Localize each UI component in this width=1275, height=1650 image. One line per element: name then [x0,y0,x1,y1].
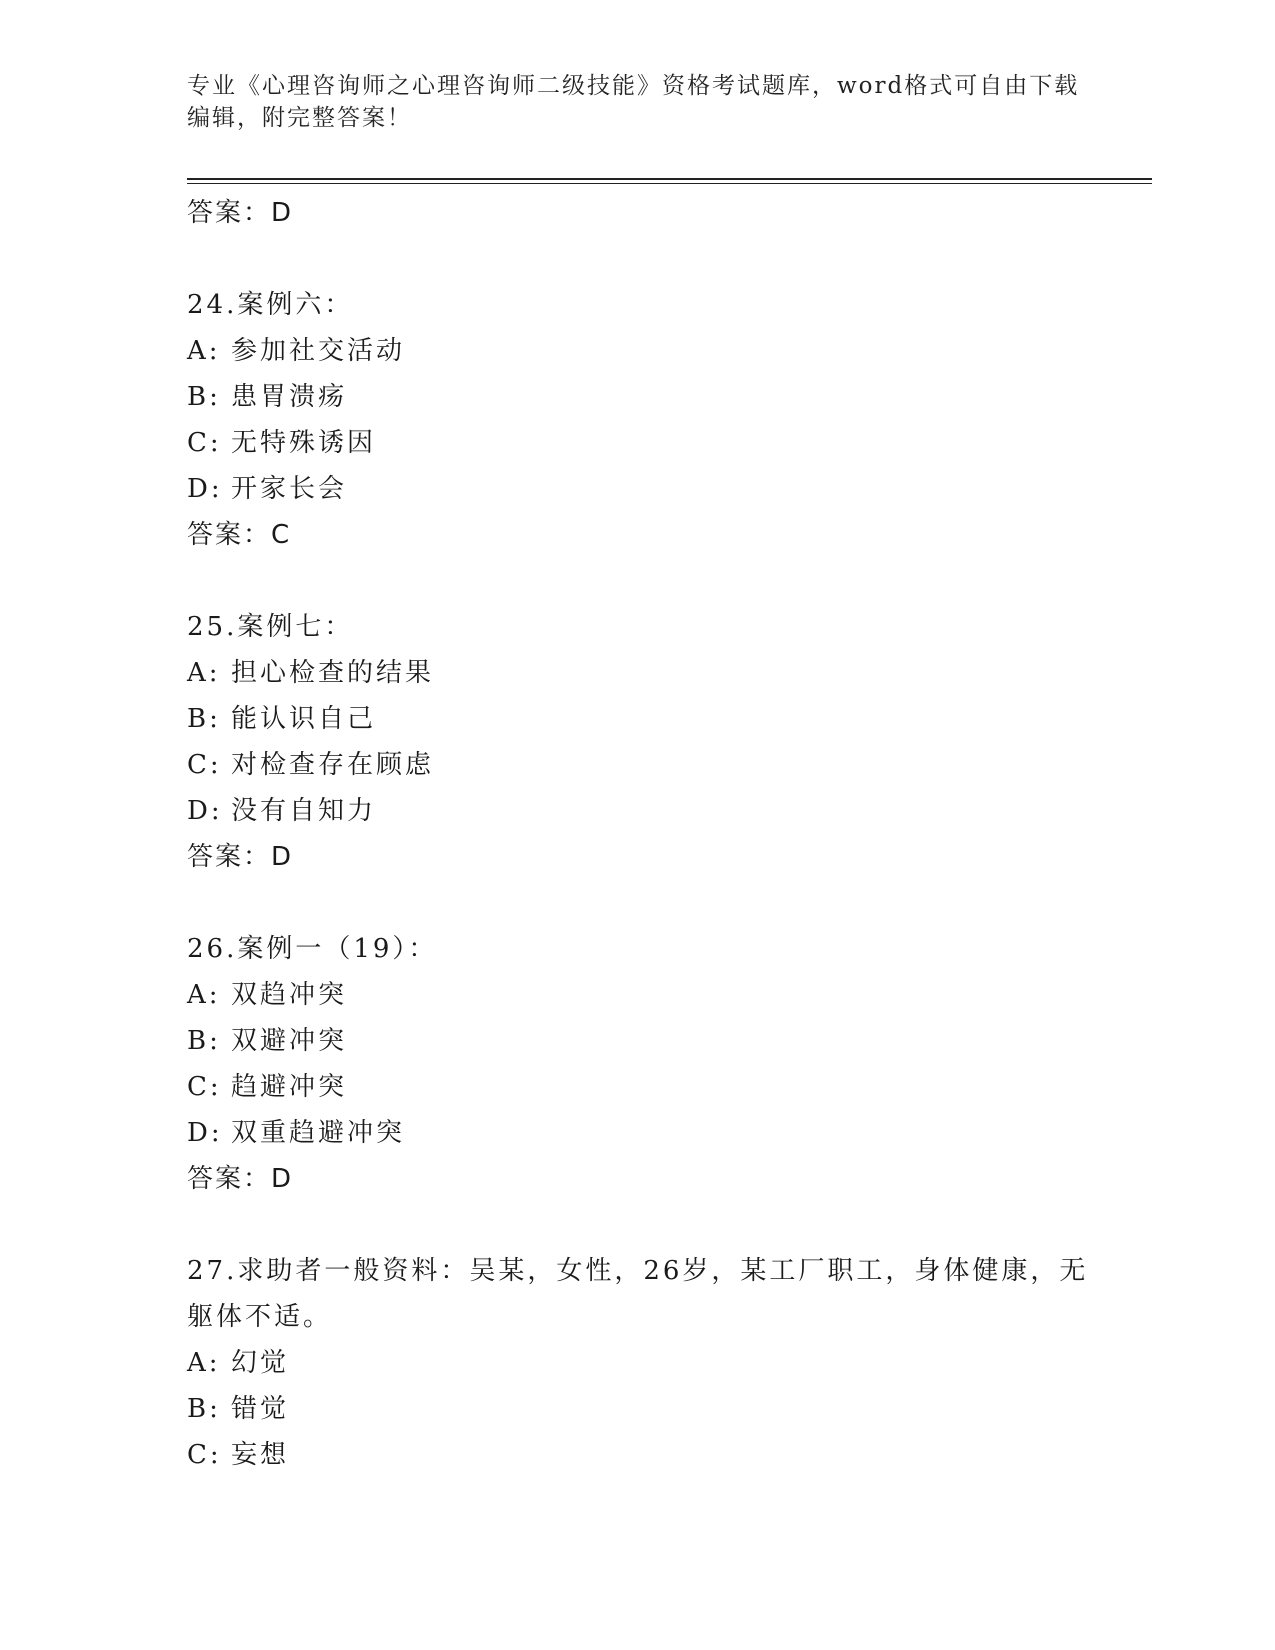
header-rule-thin [187,183,1152,184]
question-stem: 24.案例六： [187,290,354,320]
option-letter: D: [187,1118,223,1148]
option-text: 能认识自己 [231,704,377,734]
question-stem: 25.案例七： [187,612,354,642]
option-b [187,696,1087,742]
option-letter: A: [187,658,221,688]
option-text: 患胃溃疡 [231,382,348,412]
header-line-1: 专业《心理咨询师之心理咨询师二级技能》资格考试题库，word格式可自由下载 [187,73,1080,99]
option-d [187,788,1087,834]
option-text: 错觉 [231,1394,290,1424]
option-letter: C: [187,1440,222,1470]
answer-line: 答案：D [187,842,294,872]
option-a [187,1340,1087,1386]
option-letter: D: [187,796,223,826]
option-text: 双重趋避冲突 [231,1118,406,1148]
option-text: 趋避冲突 [231,1072,348,1102]
option-a [187,972,1087,1018]
option-letter: C: [187,1072,222,1102]
option-letter: C: [187,750,222,780]
option-text: 双避冲突 [231,1026,348,1056]
option-letter: B: [187,704,221,734]
question-block [187,926,1087,1202]
answer-line: 答案：C [187,520,292,550]
option-letter: B: [187,382,221,412]
document-header [187,70,1080,134]
option-c [187,420,1087,466]
option-text: 参加社交活动 [231,336,406,366]
option-text: 双趋冲突 [231,980,348,1010]
question-block [187,604,1087,880]
option-b [187,374,1087,420]
question-stem: 26.案例一（19）： [187,934,438,964]
option-text: 担心检查的结果 [231,658,435,688]
option-text: 没有自知力 [231,796,377,826]
option-b [187,1018,1087,1064]
option-text: 对检查存在顾虑 [231,750,435,780]
option-letter: A: [187,980,221,1010]
option-b [187,1386,1087,1432]
option-d [187,1110,1087,1156]
header-line-2: 编辑，附完整答案！ [187,105,412,131]
option-letter: A: [187,1348,221,1378]
option-a [187,328,1087,374]
option-c [187,1432,1087,1478]
question-stem: 27.求助者一般资料：吴某，女性，26岁，某工厂职工，身体健康，无 [187,1256,1089,1286]
question-list [187,190,1087,1478]
option-a [187,650,1087,696]
option-letter: B: [187,1026,221,1056]
answer-line: 答案：D [187,1164,294,1194]
option-text: 幻觉 [231,1348,290,1378]
question-block [187,282,1087,558]
option-c [187,1064,1087,1110]
option-letter: A: [187,336,221,366]
question-stem-continued: 躯体不适。 [187,1302,333,1332]
answer-line: 答案：D [187,198,294,228]
option-letter: C: [187,428,222,458]
option-c [187,742,1087,788]
option-text: 无特殊诱因 [231,428,377,458]
option-text: 开家长会 [231,474,348,504]
header-rule-thick [187,178,1152,180]
option-d [187,466,1087,512]
option-letter: B: [187,1394,221,1424]
question-block [187,1248,1087,1478]
option-text: 妄想 [231,1440,290,1470]
option-letter: D: [187,474,223,504]
